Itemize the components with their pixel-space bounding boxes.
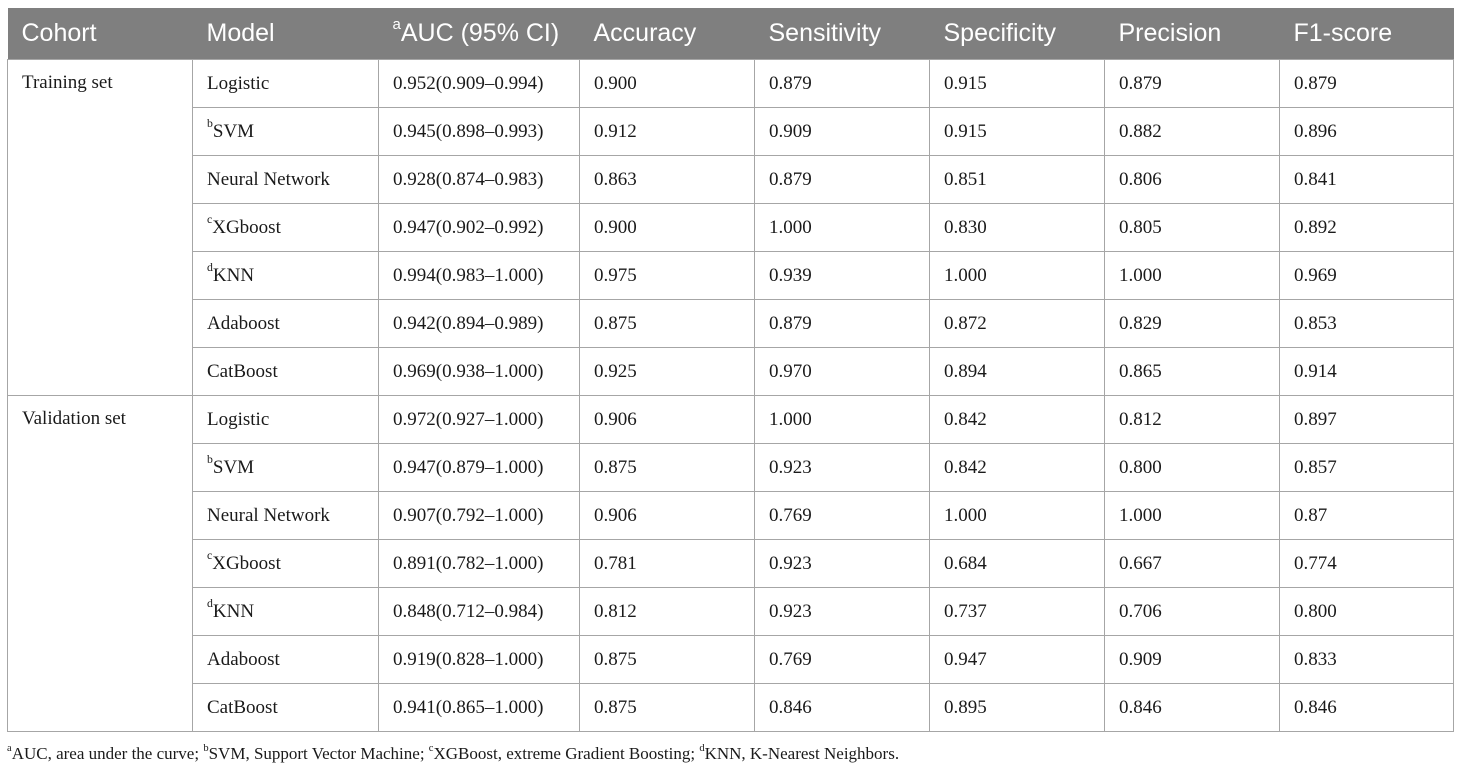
f1-score-cell: 0.774 [1280,540,1454,588]
sensitivity-cell: 0.923 [755,540,930,588]
sensitivity-cell: 0.923 [755,444,930,492]
precision-cell: 0.812 [1105,396,1280,444]
model-cell [193,684,379,732]
header-row [8,8,1454,60]
precision-cell: 0.706 [1105,588,1280,636]
table-row [8,636,1454,684]
header-auc-superscript: a [392,16,401,34]
model-cell [193,204,379,252]
f1-score-cell: 0.833 [1280,636,1454,684]
specificity-cell: 0.842 [930,444,1105,492]
specificity-cell: 0.895 [930,684,1105,732]
model-name: KNN [212,600,255,622]
auc-cell: 0.891(0.782–1.000) [379,540,580,588]
auc-cell: 0.947(0.902–0.992) [379,204,580,252]
sensitivity-cell: 1.000 [755,396,930,444]
table-row [8,444,1454,492]
model-cell [193,252,379,300]
model-cell [193,300,379,348]
precision-cell: 0.882 [1105,108,1280,156]
accuracy-cell: 0.781 [580,540,755,588]
auc-cell: 0.952(0.909–0.994) [379,60,580,108]
footnote-superscript-b: b [203,742,209,754]
specificity-cell: 0.915 [930,60,1105,108]
f1-score-cell: 0.897 [1280,396,1454,444]
model-superscript: c [207,213,213,227]
model-cell [193,588,379,636]
accuracy-cell: 0.875 [580,684,755,732]
sensitivity-cell: 0.909 [755,108,930,156]
specificity-cell: 0.894 [930,348,1105,396]
table-row [8,204,1454,252]
model-cell [193,108,379,156]
model-name: CatBoost [207,360,278,382]
precision-cell: 0.829 [1105,300,1280,348]
f1-score-cell: 0.846 [1280,684,1454,732]
precision-cell: 0.846 [1105,684,1280,732]
header-specificity: Specificity [930,8,1105,60]
auc-cell: 0.945(0.898–0.993) [379,108,580,156]
accuracy-cell: 0.912 [580,108,755,156]
header-precision: Precision [1105,8,1280,60]
precision-cell: 0.806 [1105,156,1280,204]
specificity-cell: 0.830 [930,204,1105,252]
model-cell [193,492,379,540]
auc-cell: 0.941(0.865–1.000) [379,684,580,732]
accuracy-cell: 0.812 [580,588,755,636]
table-row [8,252,1454,300]
auc-cell: 0.848(0.712–0.984) [379,588,580,636]
model-name: Logistic [207,72,270,94]
precision-cell: 0.805 [1105,204,1280,252]
model-superscript: d [207,597,213,611]
auc-cell: 0.907(0.792–1.000) [379,492,580,540]
table-footnote [7,744,899,764]
auc-cell: 0.969(0.938–1.000) [379,348,580,396]
sensitivity-cell: 0.879 [755,60,930,108]
header-f1-score: F1-score [1280,8,1454,60]
model-name: KNN [212,264,255,286]
model-name: CatBoost [207,696,278,718]
model-cell [193,348,379,396]
table-row [8,540,1454,588]
accuracy-cell: 0.975 [580,252,755,300]
model-cell [193,444,379,492]
sensitivity-cell: 0.769 [755,492,930,540]
precision-cell: 0.667 [1105,540,1280,588]
model-name: XGboost [212,552,281,574]
sensitivity-cell: 0.846 [755,684,930,732]
table-row [8,108,1454,156]
model-cell [193,396,379,444]
sensitivity-cell: 0.769 [755,636,930,684]
model-name: XGboost [212,216,281,238]
precision-cell: 1.000 [1105,252,1280,300]
specificity-cell: 0.842 [930,396,1105,444]
f1-score-cell: 0.841 [1280,156,1454,204]
auc-cell: 0.919(0.828–1.000) [379,636,580,684]
f1-score-cell: 0.914 [1280,348,1454,396]
model-name: Logistic [207,408,270,430]
sensitivity-cell: 0.939 [755,252,930,300]
results-table [7,8,1454,732]
accuracy-cell: 0.906 [580,492,755,540]
auc-cell: 0.947(0.879–1.000) [379,444,580,492]
table-row [8,684,1454,732]
model-cell [193,540,379,588]
specificity-cell: 1.000 [930,492,1105,540]
sensitivity-cell: 0.970 [755,348,930,396]
model-cell [193,156,379,204]
footnote-svm: SVM, Support Vector Machine; [208,744,429,763]
accuracy-cell: 0.863 [580,156,755,204]
auc-cell: 0.928(0.874–0.983) [379,156,580,204]
footnote-superscript-a: a [7,742,12,754]
auc-cell: 0.972(0.927–1.000) [379,396,580,444]
table-row [8,300,1454,348]
cohort-cell: Validation set [8,396,193,732]
f1-score-cell: 0.892 [1280,204,1454,252]
specificity-cell: 0.872 [930,300,1105,348]
accuracy-cell: 0.900 [580,204,755,252]
model-cell [193,636,379,684]
table-row [8,588,1454,636]
model-superscript: d [207,261,213,275]
sensitivity-cell: 0.923 [755,588,930,636]
precision-cell: 0.909 [1105,636,1280,684]
accuracy-cell: 0.875 [580,636,755,684]
f1-score-cell: 0.879 [1280,60,1454,108]
accuracy-cell: 0.906 [580,396,755,444]
model-superscript: b [207,117,213,131]
table-row [8,60,1454,108]
model-name: Adaboost [207,312,280,334]
accuracy-cell: 0.925 [580,348,755,396]
model-name: Adaboost [207,648,280,670]
f1-score-cell: 0.800 [1280,588,1454,636]
table-body [8,60,1454,732]
precision-cell: 0.865 [1105,348,1280,396]
precision-cell: 0.879 [1105,60,1280,108]
sensitivity-cell: 1.000 [755,204,930,252]
specificity-cell: 1.000 [930,252,1105,300]
table-row [8,396,1454,444]
footnote-superscript-c: c [428,742,434,754]
header-cohort: Cohort [8,8,193,60]
precision-cell: 0.800 [1105,444,1280,492]
cohort-cell: Training set [8,60,193,396]
accuracy-cell: 0.875 [580,444,755,492]
f1-score-cell: 0.969 [1280,252,1454,300]
f1-score-cell: 0.87 [1280,492,1454,540]
model-cell [193,60,379,108]
f1-score-cell: 0.857 [1280,444,1454,492]
footnote-superscript-d: d [699,742,705,754]
model-name: SVM [212,456,255,478]
model-name: Neural Network [207,168,330,190]
specificity-cell: 0.851 [930,156,1105,204]
header-auc: $^a$AUC (95% CI) [379,8,580,60]
specificity-cell: 0.915 [930,108,1105,156]
model-superscript: b [207,453,213,467]
accuracy-cell: 0.900 [580,60,755,108]
precision-cell: 1.000 [1105,492,1280,540]
footnote-auc: AUC, area under the curve; [11,744,204,763]
auc-cell: 0.994(0.983–1.000) [379,252,580,300]
sensitivity-cell: 0.879 [755,156,930,204]
model-name: SVM [212,120,255,142]
f1-score-cell: 0.853 [1280,300,1454,348]
footnote-knn: KNN, K-Nearest Neighbors. [704,744,900,763]
model-name: Neural Network [207,504,330,526]
sensitivity-cell: 0.879 [755,300,930,348]
table-row [8,156,1454,204]
footnote-xgboost: XGBoost, extreme Gradient Boosting; [433,744,700,763]
table-row [8,492,1454,540]
specificity-cell: 0.737 [930,588,1105,636]
table-row [8,348,1454,396]
specificity-cell: 0.947 [930,636,1105,684]
auc-cell: 0.942(0.894–0.989) [379,300,580,348]
header-sensitivity: Sensitivity [755,8,930,60]
specificity-cell: 0.684 [930,540,1105,588]
header-model: Model [193,8,379,60]
accuracy-cell: 0.875 [580,300,755,348]
header-accuracy: Accuracy [580,8,755,60]
f1-score-cell: 0.896 [1280,108,1454,156]
model-superscript: c [207,549,213,563]
